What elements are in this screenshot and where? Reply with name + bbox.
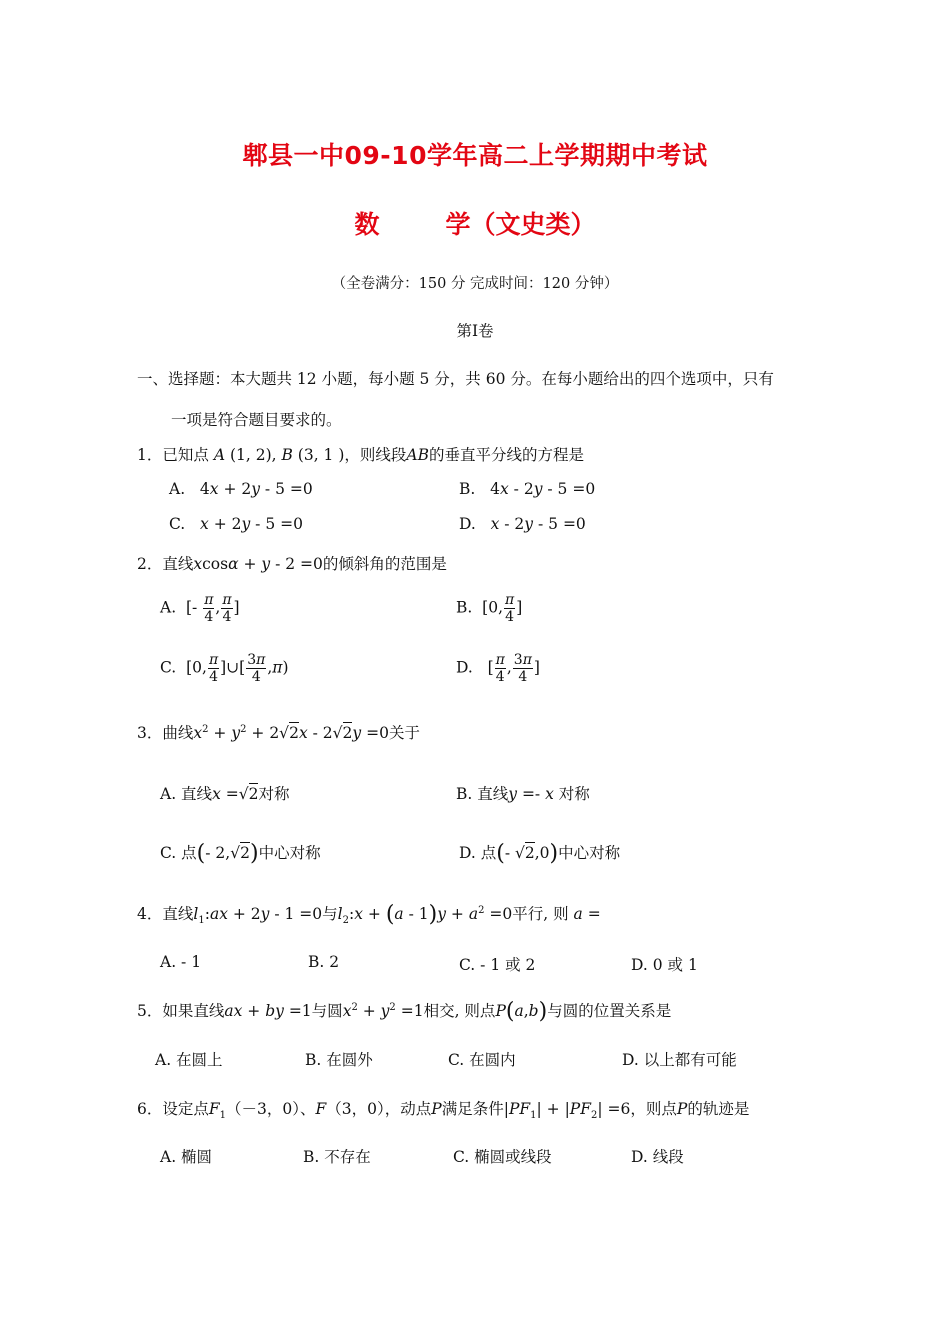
- question-5: 5．如果直线ax + by =1与圆$x^2 + y^2 =1$相交, 则点P(a,b)与圆的位置关系是: [137, 999, 672, 1024]
- section-intro-line1: 一、选择题：本大题共 12 小题，每小题 5 分，共 60 分。在每小题给出的四个选项中，只有: [137, 370, 774, 388]
- exam-info: （全卷满分：150 分 完成时间：120 分钟）: [331, 276, 619, 292]
- q6-option-d[interactable]: D. 线段: [631, 1148, 684, 1166]
- question-3: 3．曲线$x^2 + y^2 + 2√2x - 2√2y =0$关于: [137, 723, 420, 742]
- q5-option-a[interactable]: A. 在圆上: [155, 1051, 223, 1069]
- question-1: 1．已知点 A (1, 2), B (3, 1 )，则线段AB的垂直平分线的方程是: [137, 446, 585, 464]
- q2-option-a[interactable]: A. [- $\frac{\pi}{4}$ , $\frac{\pi}{4}$ ]: [160, 592, 240, 625]
- q2-option-d[interactable]: D. [ $\frac{\pi}{4}$ , $\frac{3\pi}{4}$ ]: [456, 652, 540, 685]
- q1-option-b[interactable]: B. 4x - 2y - 5 =0: [459, 480, 596, 498]
- q5-option-d[interactable]: D. 以上都有可能: [622, 1051, 737, 1069]
- question-2: 2．直线xcosα + y - 2 =0的倾斜角的范围是: [137, 555, 447, 573]
- q4-option-c[interactable]: C. - 1 或 2: [459, 956, 536, 974]
- q6-option-c[interactable]: C. 椭圆或线段: [453, 1148, 552, 1166]
- q5-option-b[interactable]: B. 在圆外: [305, 1051, 373, 1069]
- q2-option-c[interactable]: C. [0, $\frac{\pi}{4}$ ]∪[ $\frac{3\pi}{4}$ ,π): [160, 652, 289, 685]
- q1-option-d[interactable]: D. x - 2y - 5 =0: [459, 515, 586, 533]
- q3-option-d[interactable]: D. 点(- √2,0)中心对称: [459, 841, 621, 866]
- q5-option-c[interactable]: C. 在圆内: [448, 1051, 516, 1069]
- q2-option-b[interactable]: B. [0, $\frac{\pi}{4}$ ]: [456, 592, 523, 625]
- q1-option-a[interactable]: A. 4x + 2y - 5 =0: [169, 480, 313, 498]
- q1-option-c[interactable]: C. x + 2y - 5 =0: [169, 515, 303, 533]
- section-intro-line2: 一项是符合题目要求的。: [171, 411, 342, 429]
- q3-option-a[interactable]: A. 直线x =√2对称: [160, 785, 290, 803]
- subtitle-left: 数: [354, 210, 380, 239]
- exam-subtitle: [0, 205, 950, 241]
- question-4: 4．直线$l_1:ax + 2y - 1 =0$与$l_2:x + (a - 1)y + a^2 =0$平行, 则 a =: [137, 902, 601, 927]
- q3-option-b[interactable]: B. 直线y =- x 对称: [456, 785, 590, 803]
- part-label: 第Ⅰ卷: [456, 322, 494, 340]
- subtitle-right: 学（文史类）: [445, 210, 596, 239]
- question-6: 6．设定点$F_1(-3$，0）、F（3，0），动点P满足条件$|PF_1| + |PF_2| =6$，则点P的轨迹是: [137, 1100, 750, 1122]
- q4-option-d[interactable]: D. 0 或 1: [631, 956, 698, 974]
- exam-title: 郫县一中09-10学年高二上学期期中考试: [242, 141, 708, 170]
- q4-option-b[interactable]: B. 2: [308, 953, 340, 971]
- q6-option-b[interactable]: B. 不存在: [303, 1148, 371, 1166]
- q6-option-a[interactable]: A. 椭圆: [160, 1148, 213, 1166]
- q4-option-a[interactable]: A. - 1: [160, 953, 202, 971]
- q3-option-c[interactable]: C. 点(- 2,√2)中心对称: [160, 841, 321, 866]
